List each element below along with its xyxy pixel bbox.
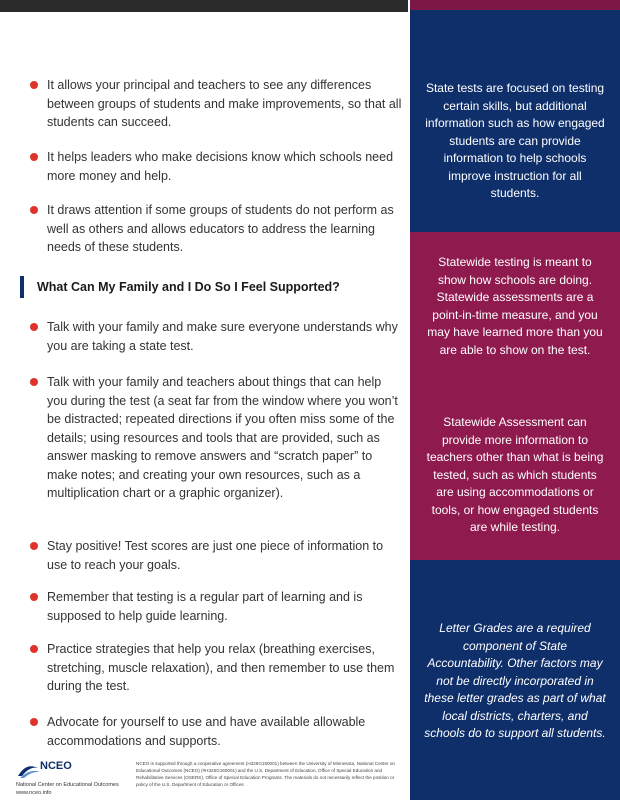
list-item-text: It draws attention if some groups of students do not perform as well as others and allows educators to address the learning needs of these students. bbox=[47, 203, 394, 254]
list-item-text: Talk with your family and teachers about things that can help you during the test (a seat far from the window where you won’t be distracted; repeated directions if you often miss some of the details; using resources and tools that are provided, such as answer masking to remove answers and “scratch paper” to make notes; and creating your own resources, such as a multiplication chart or a graphic organizer). bbox=[47, 375, 398, 500]
sidebar-text-1: State tests are focused on testing certain skills, but additional information such as how engaged students are can provide information to help schools improve instruction for all students. bbox=[425, 81, 605, 200]
list-item-text: Practice strategies that help you relax (breathing exercises, stretching, muscle relaxation), and then remember to use them during the test. bbox=[47, 642, 395, 693]
org-url-link[interactable]: www.nceo.info bbox=[16, 790, 52, 796]
sidebar-box-maroon bbox=[410, 232, 620, 560]
bullet-dot-icon bbox=[30, 718, 38, 726]
sidebar-box-navy-bottom bbox=[410, 560, 620, 800]
list-item-text: It allows your principal and teachers to see any differences between groups of students and make improvements, so that all students can succeed. bbox=[47, 78, 402, 129]
sidebar-box-navy-top bbox=[410, 0, 620, 232]
sidebar bbox=[410, 0, 620, 800]
heading-accent-bar bbox=[20, 276, 24, 298]
top-bar bbox=[0, 0, 408, 12]
bullet-dot-icon bbox=[30, 378, 38, 386]
bullet-dot-icon bbox=[30, 645, 38, 653]
list-item-text: Advocate for yourself to use and have available allowable accommodations and supports. bbox=[47, 715, 366, 748]
bullet-dot-icon bbox=[30, 81, 38, 89]
sidebar-text-2: Statewide testing is meant to show how schools are doing. Statewide assessments are a point-in-time measure, and you may have learned more than you are able to show on the test. bbox=[427, 255, 603, 357]
org-name: National Center on Educational Outcomes bbox=[16, 782, 119, 788]
list-item-text: Remember that testing is a regular part of learning and is supposed to help guide learning. bbox=[47, 590, 363, 623]
list-item-text: It helps leaders who make decisions know which schools need more money and help. bbox=[47, 150, 394, 183]
list-item-text: Stay positive! Test scores are just one piece of information to use to reach your goals. bbox=[47, 539, 384, 572]
sidebar-text-4: Letter Grades are a required component of State Accountability. Other factors may not be directly incorporated in these letter grades as part of what local districts, charters, and schools do to support all students. bbox=[424, 621, 606, 740]
list-item-text: Talk with your family and make sure everyone understands why you are taking a state test. bbox=[47, 320, 398, 353]
bullet-dot-icon bbox=[30, 323, 38, 331]
bullet-dot-icon bbox=[30, 542, 38, 550]
page-footer bbox=[0, 758, 408, 800]
logo-text: NCEO bbox=[40, 760, 72, 772]
bullet-dot-icon bbox=[30, 153, 38, 161]
bullet-dot-icon bbox=[30, 206, 38, 214]
sidebar-text-3: Statewide Assessment can provide more information to teachers other than what is being tested, such as which students are using accommodations or tools, or how engaged students are while testing. bbox=[426, 415, 604, 534]
funding-note: NCEO is supported through a cooperative agreement (H326G160001) between the University of Minnesota, National Center on Educational Outcomes (NCEO) (#H326G160001) and the U.S. Department of Education, Office of Special Education and Rehabilitative Services (OSERS), Office of Special Education Programs. The materials do not necessarily reflect the position or policy of the U.S. Department of Education or Offices bbox=[136, 761, 395, 787]
section-heading: What Can My Family and I Do So I Feel Supported? bbox=[37, 280, 340, 294]
sidebar-top-strip bbox=[410, 0, 620, 10]
bullet-dot-icon bbox=[30, 593, 38, 601]
